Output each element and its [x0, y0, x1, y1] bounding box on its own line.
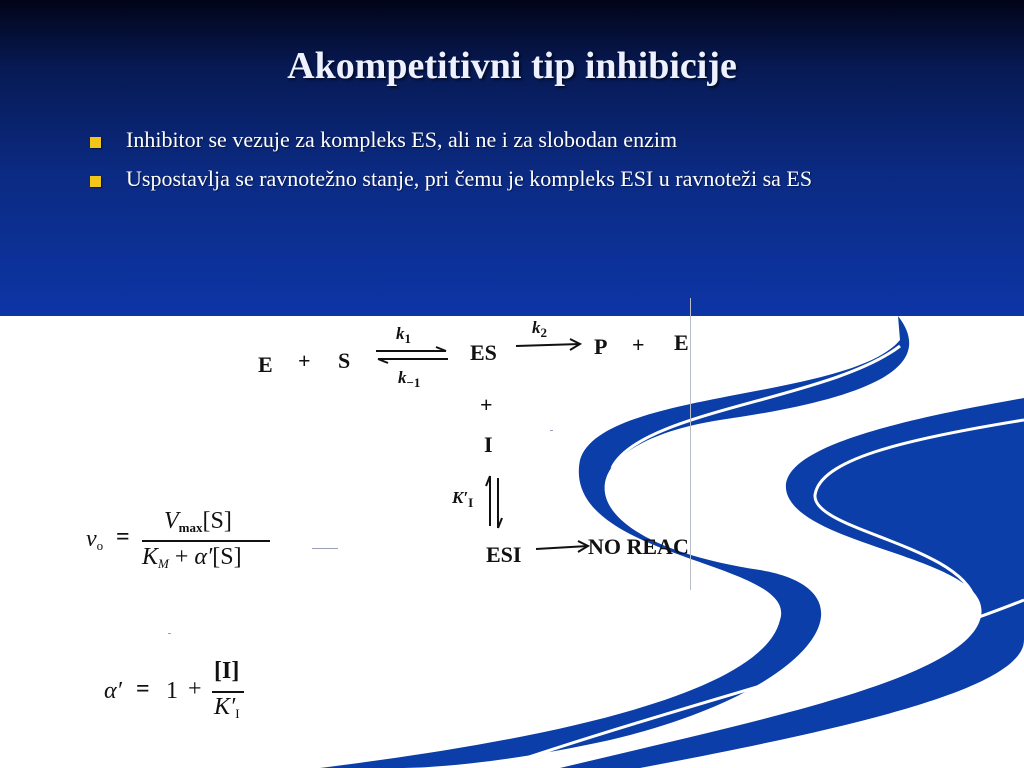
- equals-sign: =: [116, 524, 130, 550]
- v-symbol: v: [86, 526, 97, 552]
- v-subscript: o: [96, 538, 104, 553]
- bullet-text: Uspostavlja se ravnotežno stanje, pri čemu je kompleks ESI u ravnoteži sa ES: [126, 166, 813, 191]
- plus-sign: +: [632, 332, 645, 357]
- dissociation-constant-ki: [452, 488, 473, 511]
- esi-complex-label: ESI: [486, 542, 522, 567]
- rate-equation: [86, 506, 296, 578]
- right-arrow-icon: [534, 540, 592, 554]
- k2-subscript: 2: [540, 325, 547, 340]
- enzyme-label: E: [674, 330, 689, 355]
- k1-subscript: 1: [404, 331, 411, 346]
- plus-sign: +: [480, 392, 493, 417]
- scan-speck: [168, 633, 171, 634]
- no-reaction-label: NO REAC: [588, 534, 689, 559]
- enzyme-label: E: [258, 352, 273, 377]
- right-arrow-icon: [514, 338, 584, 352]
- k-1-subscript: −1: [406, 375, 421, 390]
- scan-speck: [312, 548, 338, 549]
- fraction-bar: [142, 540, 270, 542]
- reaction-scheme: [240, 318, 700, 580]
- one-value: 1: [166, 678, 178, 704]
- denominator: [142, 544, 242, 572]
- product-label: P: [594, 334, 608, 359]
- plus-sign: +: [188, 676, 202, 702]
- equilibrium-arrows-icon: [374, 346, 450, 364]
- k-1-symbol: k: [398, 368, 407, 387]
- plus-sign: +: [298, 348, 311, 373]
- substrate-concentration: [S]: [212, 544, 242, 570]
- v0-symbol: [86, 526, 103, 554]
- alpha-prime-symbol: α′: [194, 544, 213, 570]
- inhibitor-label: I: [484, 432, 493, 457]
- slide-title: Akompetitivni tip inhibicije: [287, 45, 737, 87]
- km-subscript: M: [158, 556, 169, 571]
- scan-speck: [550, 430, 553, 431]
- vertical-equilibrium-arrows-icon: [484, 474, 504, 532]
- fraction-bar: [212, 691, 244, 693]
- substrate-label: S: [338, 348, 351, 373]
- equals-sign: =: [136, 676, 150, 702]
- alpha-prime-equation: [104, 658, 264, 728]
- k1-symbol: k: [396, 324, 405, 343]
- substrate-concentration: [S]: [202, 508, 232, 534]
- inhibitor-concentration: [I]: [214, 658, 240, 684]
- ki-subscript: I: [235, 706, 240, 721]
- alpha-prime-symbol: α′: [104, 678, 122, 704]
- ki-symbol: K′: [452, 488, 469, 507]
- ki-denominator: [214, 694, 240, 722]
- vmax-subscript: max: [178, 520, 203, 535]
- numerator: [164, 508, 232, 536]
- es-complex-label: ES: [470, 340, 497, 365]
- ki-symbol: K′: [214, 694, 236, 720]
- vmax-symbol: V: [164, 508, 179, 534]
- k2-symbol: k: [532, 318, 541, 337]
- bullet-text: Inhibitor se vezuje za kompleks ES, ali ne i za slobodan enzim: [126, 127, 678, 152]
- km-symbol: K: [142, 544, 159, 570]
- rate-constant-k1: [396, 324, 411, 347]
- ki-subscript: I: [468, 495, 474, 510]
- rate-constant-k-1: [398, 368, 420, 391]
- plus-sign: +: [174, 544, 189, 570]
